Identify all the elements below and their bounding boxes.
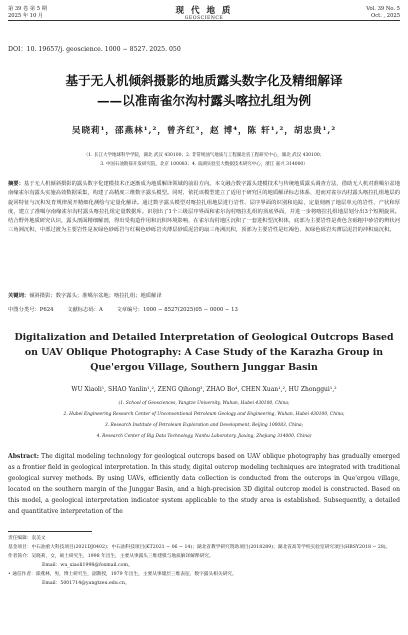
- footnote-author-email[interactable]: Email：wu_xiaoli1998@foxmail.com。: [42, 562, 133, 568]
- journal-name-cn: 现 代 地 质: [175, 6, 233, 16]
- affiliation-cn-line2: 3. 中国石油勘探开发研究院，北京 100083；4. 南湖实验室大数据技术研究中心，浙江 嘉兴 314000）: [100, 162, 308, 167]
- document-code: 文献标志码：A: [67, 307, 103, 313]
- authors-en: WU Xiaoli¹, SHAO Yanlin¹,², ZENG Qihong³, ZHAO Bo⁴, CHEN Xuan¹,², HU Zhonggui¹,²: [71, 386, 337, 393]
- abstract-cn: [8, 180, 400, 236]
- footnote-author-bio: 作者简介：吴晓莉，女，硕士研究生，1998 年出生，主要从事露头三维建模与地质解译解释研究。: [8, 553, 214, 559]
- article-number: 文章编号：1000 − 8527(2025)05 − 0000 − 13: [116, 307, 238, 313]
- header-rule: [8, 20, 400, 21]
- abstract-cn-text: 基于无人机倾斜摄影的露头数字化建模技术正逐渐成为地质解译领域的前沿方向。本文融合数字露头建模技术与传统地质露头调查方法，借助无人机对准噶尔盆地南缘雀尔沟露头实施高效数据采集，构建了高精度三维数字露头模型。同时，依托该模型建立了适用于研究区的地质解译标志体系，进而对雀尔沟村露头喀拉扎组地层的旋回特征与沉积发育规律展开精细化测绘与定量化解译。通过数字露头模型对喀拉扎组地层进行岩性、层序界面的识别和追踪，定量刻画了地层单元的岩性、产状和厚度，建立了准噶尔南缘雀尔沟村露头喀拉扎组定量数据库。识别出了1个三级层序界面和雀尔沟村喀拉扎组的顶底界面，并进一步将喀拉扎组地层划分出3个短期旋回。结合野外地质研究认识，露头剖面精细解剖，得出受构造作用和沉积环境影响，在雀尔沟村地区沉积了一套进积型沉积体，底部为主要岩性是黄色含砾粗中砂岩的辫状河三角洲沉积，中部过渡为主要岩性是灰绿色砂砾岩与红褐色砂砾岩夹薄层砂质泥岩的扇三角洲沉积，顶部为主要岩性是红褐色、灰绿色砾岩夹薄层泥岩的冲积扇沉积。: [8, 181, 400, 234]
- keywords-cn-label: 关键词：: [8, 293, 30, 299]
- authors-cn: 吴晓莉¹，邵燕林¹,²，曾齐红³，赵 博⁴，陈 轩¹,²，胡忠贵¹,²: [71, 126, 337, 136]
- affiliation-en-line4: 4. Research Center of Big Data Technology, Nanhu Laboratory, Jiaxing, Zhejiang 314000, China): [96, 434, 312, 439]
- journal-name-en: GEOSCIENCE: [184, 16, 224, 21]
- keywords-cn-text: 倾斜摄影；数字露头；准噶尔盆地；喀拉扎组；地质解译: [29, 293, 162, 299]
- volume-issue-en: Vol. 39 No. 5: [366, 6, 400, 12]
- issue-date: 2025 年 10 月: [8, 13, 44, 19]
- doi[interactable]: DOI：10. 19657/j. geoscience. 1000 − 8527. 2025. 050: [8, 46, 181, 53]
- footnote-corresponding-email[interactable]: Email：5001714@yangtzeu.edu.cn。: [42, 580, 130, 586]
- clc-number: 中图分类号：P624: [8, 307, 54, 313]
- affiliation-en-line1: (1. School of Geosciences, Yangtze University, Wuhan, Hubei 430100, China;: [118, 401, 290, 406]
- title-en-line3: Que'ergou Village, Southern Junggar Basin: [90, 362, 318, 373]
- footnote-rule: [8, 531, 92, 532]
- abstract-en-text: The digital modeling technology for geological outcrops based on UAV oblique photography has gradually emerged as a frontier field in geological interpretation. In this study, digital outcrop modeling techniques are integrated with traditional geological survey methods. By using UAVs, efficiently data collection is conducted from the outcrops in Que'ergou village, located on the southern margin of the Junggar Basin, and a high-precision 3D digital outcrop model is constructed. Based on this model, a geological interpretation indicator system applicable to the study area is established. Subsequently, a detailed and quantitative interpretation of the: [8, 453, 400, 515]
- affiliation-cn-line1: （1. 长江大学地球科学学院，湖北 武汉 430100；2. 非常规油气地质与工程湖北省工程研究中心，湖北 武汉 430100；: [83, 153, 325, 158]
- footnote-editor: 责任编辑：袁美文: [8, 536, 46, 541]
- title-en-line1: Digitalization and Detailed Interpretation of Geological Outcrops Based: [14, 332, 394, 343]
- classification-line: [8, 305, 400, 313]
- title-cn-line2: ——以准南雀尔沟村露头喀拉扎组为例: [96, 93, 312, 108]
- footnotes: [8, 535, 400, 588]
- affiliation-en-line2: 2. Hubei Engineering Research Center of Unconventional Petroleum Geology and Engineering, Wuhan, Hubei 430100, China;: [63, 412, 345, 417]
- title-en-line2: on UAV Oblique Photography: A Case Study of the Karazha Group in: [24, 347, 384, 358]
- abstract-cn-label: 摘要：: [8, 181, 24, 187]
- issue-info-en: [366, 6, 400, 20]
- footnote-fund: 基金项目：中石油重大科技项目(2021DJ0402)；中石油科技项目(KT2021 − 06 − 14)；湖北省教学研究资助项目(2018289)；湖北省高等学校实验室研究项目(HBSY2018 − 28)。: [8, 544, 391, 550]
- journal-header: [8, 6, 400, 24]
- abstract-en: [8, 451, 400, 517]
- title-cn-line1: 基于无人机倾斜摄影的地质露头数字化及精细解译: [65, 73, 343, 88]
- footnote-corresponding: • 通信作者：邵燕林，男，博士研究生，副教授，1979 年出生，主要从事储层三维表征、数字露头相关研究。: [8, 571, 237, 577]
- keywords-cn: [8, 292, 400, 300]
- issue-date-en: Oct. , 2025: [370, 13, 400, 19]
- volume-issue: 第 39 卷 第 5 期: [8, 6, 47, 12]
- abstract-en-label: Abstract:: [8, 453, 39, 460]
- affiliation-en-line3: 3. Research Institute of Petroleum Exploration and Development, Beijing 100083, China;: [104, 423, 304, 428]
